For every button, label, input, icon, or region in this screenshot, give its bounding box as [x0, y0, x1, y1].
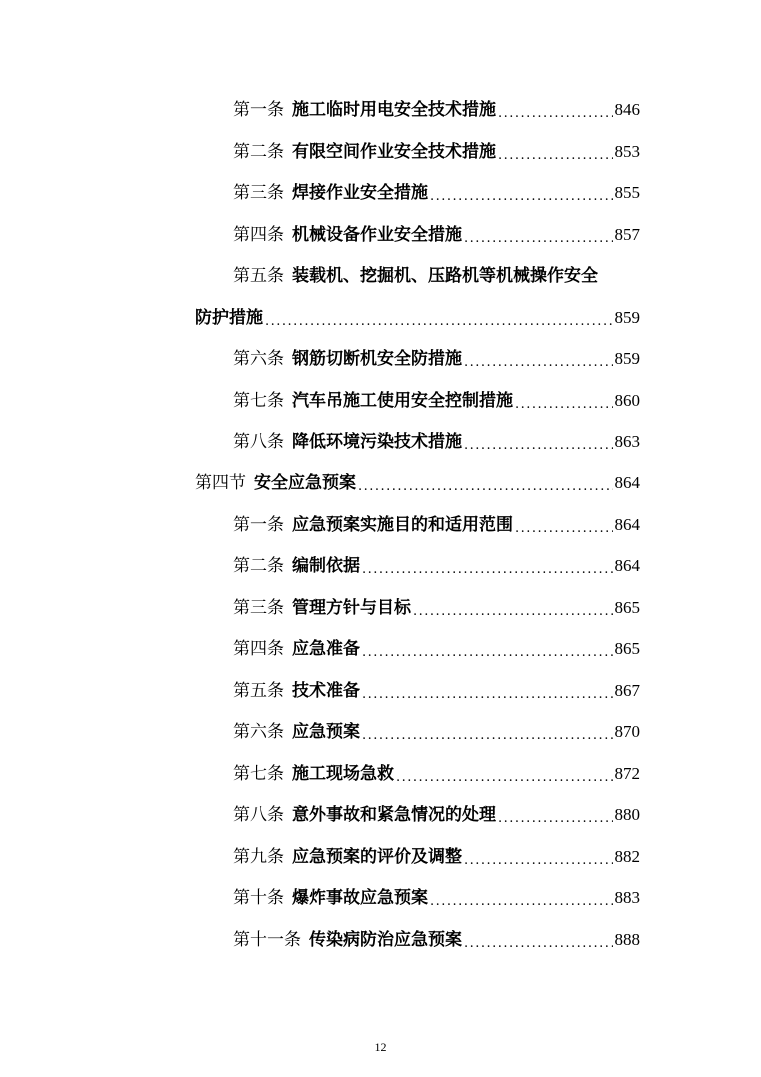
toc-entry-number: 第十一条: [233, 930, 301, 950]
toc-entry-title: 管理方针与目标: [292, 598, 411, 618]
toc-entry-number: 第五条: [233, 266, 284, 286]
toc-entry-number: 第八条: [233, 805, 284, 825]
toc-entry-page: 864: [614, 473, 640, 492]
dot-leader: [464, 843, 613, 871]
toc-entry-number: 第六条: [233, 722, 284, 742]
toc-section-entry[interactable]: [195, 469, 640, 497]
toc-entry[interactable]: [233, 179, 640, 207]
dot-leader: [362, 677, 613, 705]
toc-section-number: 第四节: [195, 473, 246, 493]
toc-entry-number: 第三条: [233, 183, 284, 203]
toc-entry[interactable]: [233, 221, 640, 249]
toc-entry-title: 应急预案的评价及调整: [292, 847, 462, 867]
toc-entry[interactable]: [233, 262, 598, 290]
toc-entry-title: 应急预案实施目的和适用范围: [292, 515, 513, 535]
toc-section-title: 安全应急预案: [254, 473, 356, 493]
dot-leader: [515, 511, 613, 539]
toc-entry-number: 第一条: [233, 100, 284, 120]
dot-leader: [396, 760, 613, 788]
toc-entry-title: 汽车吊施工使用安全控制措施: [292, 391, 513, 411]
toc-entry-title: 应急准备: [292, 639, 360, 659]
toc-entry-number: 第五条: [233, 681, 284, 701]
toc-entry-title: 施工现场急救: [292, 764, 394, 784]
toc-entry[interactable]: [233, 387, 640, 415]
dot-leader: [464, 345, 613, 373]
dot-leader: [498, 96, 613, 124]
toc-entry-page: 882: [614, 847, 640, 866]
toc-entry[interactable]: [233, 96, 640, 124]
dot-leader: [358, 469, 613, 497]
toc-entry-page: 883: [614, 888, 640, 907]
toc-entry-page: 870: [614, 722, 640, 741]
toc-entry-page: 860: [614, 391, 640, 410]
toc-entry[interactable]: [233, 635, 640, 663]
toc-entry-title: 防护措施: [195, 308, 263, 328]
toc-entry-title: 应急预案: [292, 722, 360, 742]
toc-entry-number: 第二条: [233, 142, 284, 162]
toc-entry[interactable]: [233, 677, 640, 705]
toc-entry-title: 爆炸事故应急预案: [292, 888, 428, 908]
page-number-footer: 12: [374, 1040, 387, 1054]
toc-entry[interactable]: [233, 594, 640, 622]
toc-entry-page: 864: [614, 556, 640, 575]
toc-entry-title: 有限空间作业安全技术措施: [292, 142, 496, 162]
toc-entry-number: 第七条: [233, 764, 284, 784]
dot-leader: [464, 428, 613, 456]
toc-entry-page: 865: [614, 639, 640, 658]
dot-leader: [515, 387, 613, 415]
dot-leader: [362, 718, 613, 746]
toc-entry[interactable]: [233, 843, 640, 871]
dot-leader: [464, 221, 613, 249]
toc-entry[interactable]: [233, 428, 640, 456]
toc-entry[interactable]: [233, 884, 640, 912]
toc-entry-page: 863: [614, 432, 640, 451]
toc-entry-page: 859: [614, 349, 640, 368]
toc-entry-page: 865: [614, 598, 640, 617]
dot-leader: [265, 304, 613, 332]
toc-entry[interactable]: [233, 552, 640, 580]
toc-entry-number: 第一条: [233, 515, 284, 535]
dot-leader: [464, 926, 613, 954]
toc-entry-title: 施工临时用电安全技术措施: [292, 100, 496, 120]
toc-entry[interactable]: [233, 718, 640, 746]
toc-entry-page: 867: [614, 681, 640, 700]
toc-entry-number: 第十条: [233, 888, 284, 908]
toc-entry-continuation[interactable]: [195, 304, 640, 332]
toc-entry-page: 888: [614, 930, 640, 949]
toc-entry-title: 意外事故和紧急情况的处理: [292, 805, 496, 825]
toc-entry-number: 第四条: [233, 639, 284, 659]
dot-leader: [362, 635, 613, 663]
toc-entry-page: 846: [614, 100, 640, 119]
toc-entry-title: 传染病防治应急预案: [309, 930, 462, 950]
dot-leader: [413, 594, 613, 622]
toc-entry-page: 859: [614, 308, 640, 327]
toc-entry-number: 第七条: [233, 391, 284, 411]
toc-entry-number: 第六条: [233, 349, 284, 369]
toc-entry-title: 焊接作业安全措施: [292, 183, 428, 203]
toc-entry-title: 技术准备: [292, 681, 360, 701]
toc-entry-number: 第二条: [233, 556, 284, 576]
toc-entry[interactable]: [233, 926, 640, 954]
dot-leader: [498, 801, 613, 829]
toc-entry-title: 钢筋切断机安全防措施: [292, 349, 462, 369]
toc-entry-page: 857: [614, 225, 640, 244]
toc-entry-number: 第四条: [233, 225, 284, 245]
toc-entry-title: 装载机、挖掘机、压路机等机械操作安全: [292, 266, 598, 286]
toc-entry-page: 872: [614, 764, 640, 783]
toc-entry[interactable]: [233, 801, 640, 829]
toc-entry-title: 编制依据: [292, 556, 360, 576]
toc-entry-number: 第九条: [233, 847, 284, 867]
toc-entry-number: 第三条: [233, 598, 284, 618]
dot-leader: [362, 552, 613, 580]
toc-entry-page: 855: [614, 183, 640, 202]
toc-entry-page: 864: [614, 515, 640, 534]
toc-entry-page: 853: [614, 142, 640, 161]
toc-entry-title: 机械设备作业安全措施: [292, 225, 462, 245]
toc-entry[interactable]: [233, 760, 640, 788]
toc-entry-title: 降低环境污染技术措施: [292, 432, 462, 452]
dot-leader: [498, 138, 613, 166]
toc-entry-page: 880: [614, 805, 640, 824]
dot-leader: [430, 884, 613, 912]
toc-entry[interactable]: [233, 511, 640, 539]
dot-leader: [430, 179, 613, 207]
toc-entry-number: 第八条: [233, 432, 284, 452]
toc-entry[interactable]: [233, 345, 640, 373]
toc-entry[interactable]: [233, 138, 640, 166]
